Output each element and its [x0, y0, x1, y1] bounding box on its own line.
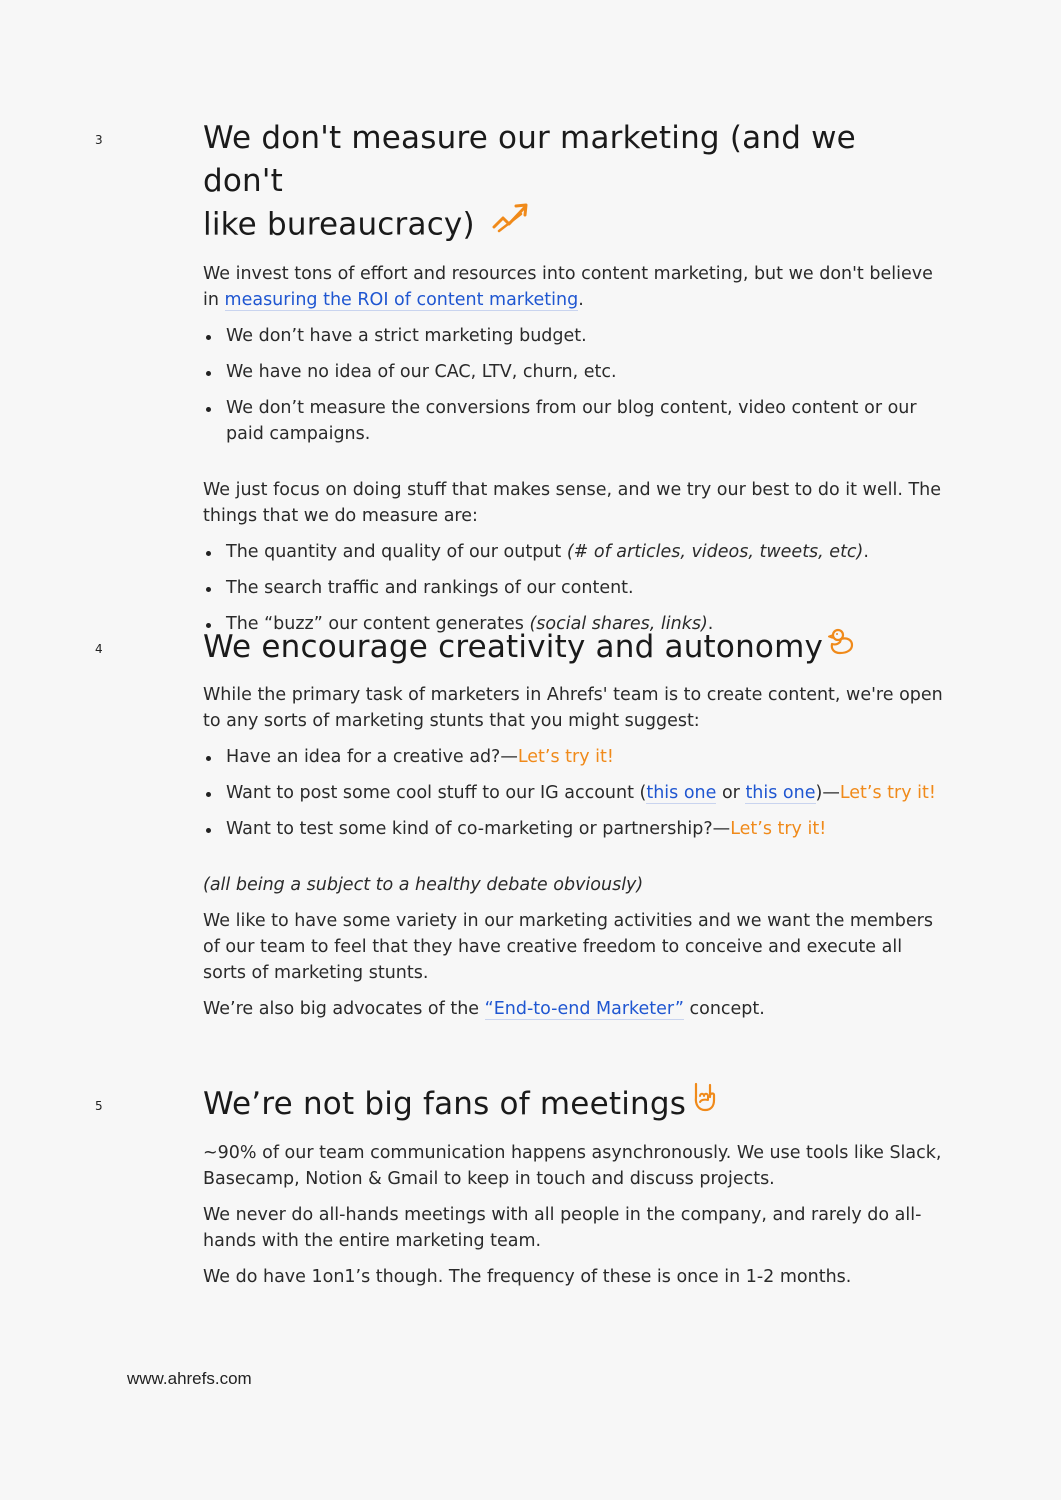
list-item: Want to test some kind of co-marketing or partnership?—Let’s try it!: [203, 816, 943, 842]
list-item: Have an idea for a creative ad?—Let’s try it!: [203, 744, 943, 770]
list-item: The quantity and quality of our output (# of articles, videos, tweets, etc).: [203, 539, 943, 565]
section-paragraph: We never do all-hands meetings with all people in the company, and rarely do all-hands with the entire marketing team.: [203, 1204, 922, 1251]
section-intro: While the primary task of marketers in Ahrefs' team is to create content, we're open to any sorts of marketing stunts that you might suggest:: [203, 685, 943, 731]
section-number: 3: [95, 133, 103, 147]
end-to-end-marketer-link[interactable]: “End-to-end Marketer”: [484, 999, 684, 1019]
section-title: We’re not big fans of meetings: [203, 1083, 943, 1128]
list-item: We don’t measure the conversions from our blog content, video content or our paid campaigns.: [203, 395, 943, 447]
roi-link[interactable]: measuring the ROI of content marketing: [224, 290, 579, 310]
section-paragraph: We like to have some variety in our marketing activities and we want the members of our team to feel that they have creative freedom to conceive and execute all sorts of marketing stunts.: [203, 911, 933, 983]
section-intro: We invest tons of effort and resources into content marketing, but we don't believe in measuring the ROI of content marketing.: [203, 264, 933, 310]
cta-text: Let’s try it!: [839, 783, 936, 803]
list-item: Want to post some cool stuff to our IG account (this one or this one)—Let’s try it!: [203, 780, 943, 806]
bullet-list: [203, 539, 943, 637]
section-number: 4: [95, 642, 103, 656]
section-note: (all being a subject to a healthy debate obviously): [203, 875, 644, 895]
rock-hand-icon: [690, 1081, 718, 1125]
rubber-duck-icon: [827, 624, 855, 667]
cta-text: Let’s try it!: [517, 747, 614, 767]
section-measure: [203, 117, 943, 637]
section-number: 5: [95, 1099, 103, 1113]
section-meetings: [203, 1083, 943, 1290]
section-creativity: [203, 626, 943, 1022]
bullet-list: [203, 744, 943, 842]
section-title: We don't measure our marketing (and we don't like bureaucracy): [203, 117, 943, 249]
list-item: The search traffic and rankings of our content.: [203, 575, 943, 601]
trend-up-icon: [491, 200, 531, 246]
section-paragraph: We just focus on doing stuff that makes sense, and we try our best to do it well. The things that we do measure are:: [203, 480, 942, 526]
section-paragraph: ~90% of our team communication happens asynchronously. We use tools like Slack, Basecamp, Notion & Gmail to keep in touch and discuss projects.: [203, 1142, 942, 1189]
ig-account-link[interactable]: this one: [646, 783, 717, 803]
list-item: We have no idea of our CAC, LTV, churn, etc.: [203, 359, 943, 385]
section-title: We encourage creativity and autonomy: [203, 626, 943, 670]
bullet-list: [203, 323, 943, 447]
ig-account-link[interactable]: this one: [745, 783, 816, 803]
footer-url[interactable]: www.ahrefs.com: [127, 1369, 252, 1388]
cta-text: Let’s try it!: [730, 819, 827, 839]
section-paragraph: We do have 1on1’s though. The frequency of these is once in 1-2 months.: [203, 1266, 852, 1287]
section-paragraph: We’re also big advocates of the “End-to-end Marketer” concept.: [203, 999, 765, 1019]
list-item: We don’t have a strict marketing budget.: [203, 323, 943, 349]
list-item: The “buzz” our content generates (social shares, links).: [203, 611, 943, 637]
